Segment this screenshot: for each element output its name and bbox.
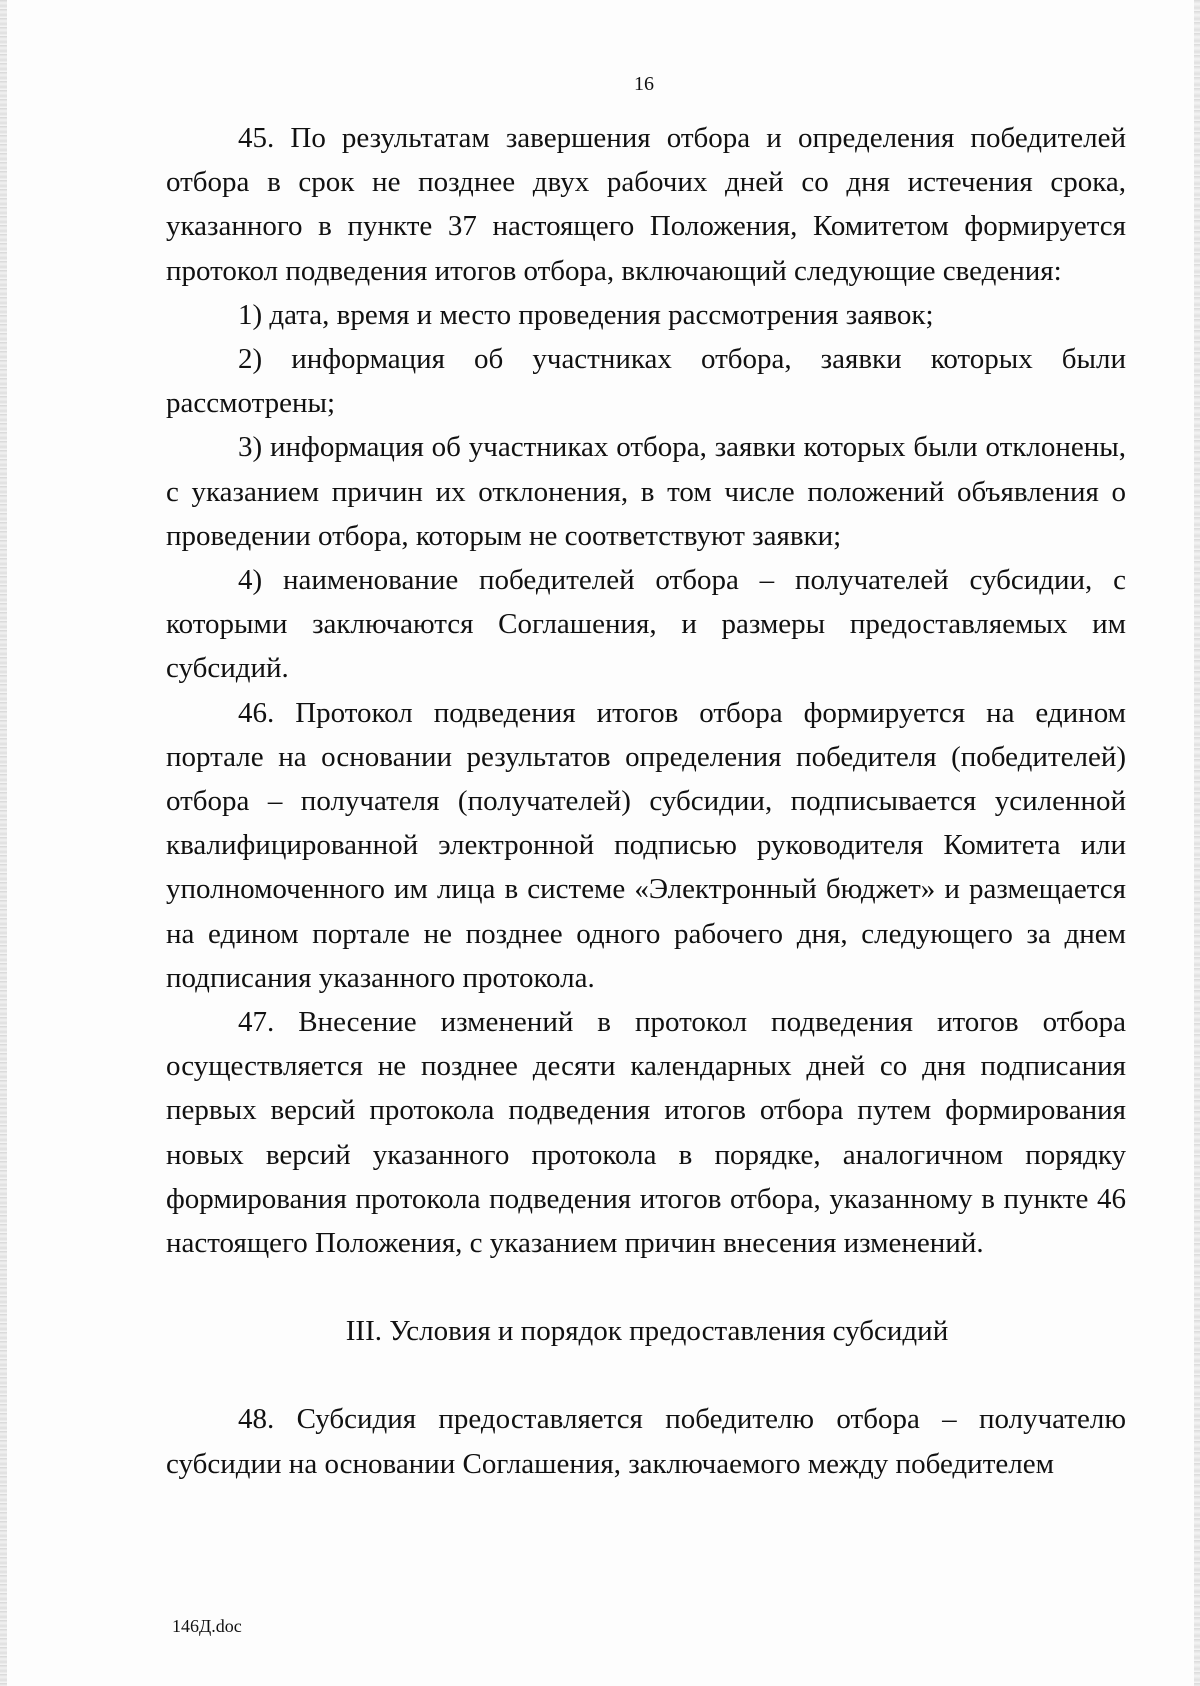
list-item-1: 1) дата, время и место проведения рассмотрения заявок; (238, 298, 934, 331)
scan-edge-left (0, 0, 7, 1686)
file-name-footer: 146Д.doc (172, 1616, 242, 1636)
paragraph-46: 46. Протокол подведения итогов отбора формируется на едином портале на основании результатов определения победителя (победителей) отбора – получателя (получателей) субсидии, подписывается усиленной квалифицированной электронной подписью руководителя Комитета или уполномоченного им лица в системе «Электронный бюджет» и размещается на едином портале не позднее одного рабочего дня, следующего за днем подписания указанного протокола. (166, 696, 1126, 994)
document-body (166, 116, 1126, 1486)
scan-edge-right (1194, 0, 1200, 1686)
section-heading: III. Условия и порядок предоставления субсидий (345, 1315, 949, 1348)
page-number: 16 (634, 73, 654, 95)
paragraph-47: 47. Внесение изменений в протокол подведения итогов отбора осуществляется не позднее десяти календарных дней со дня подписания первых версий протокола подведения итогов отбора путем формирования новых версий указанного протокола в порядке, аналогичном порядку формирования протокола подведения итогов отбора, указанному в пункте 46 настоящего Положения, с указанием причин внесения изменений. (166, 1006, 1126, 1260)
list-item-2: 2) информация об участниках отбора, заявки которых были рассмотрены; (166, 343, 1126, 420)
paragraph-45: 45. По результатам завершения отбора и определения победителей отбора в срок не позднее двух рабочих дней со дня истечения срока, указанного в пункте 37 настоящего Положения, Комитетом формируется протокол подведения итогов отбора, включающий следующие сведения: (166, 122, 1126, 287)
paragraph-48: 48. Субсидия предоставляется победителю отбора – получателю субсидии на основании Соглашения, заключаемого между победителем (166, 1403, 1126, 1480)
list-item-4: 4) наименование победителей отбора – получателей субсидии, с которыми заключаются Соглашения, и размеры предоставляемых им субсидий. (166, 564, 1126, 685)
list-item-3: 3) информация об участниках отбора, заявки которых были отклонены, с указанием причин их отклонения, в том числе положений объявления о проведении отбора, которым не соответствуют заявки; (166, 431, 1126, 552)
